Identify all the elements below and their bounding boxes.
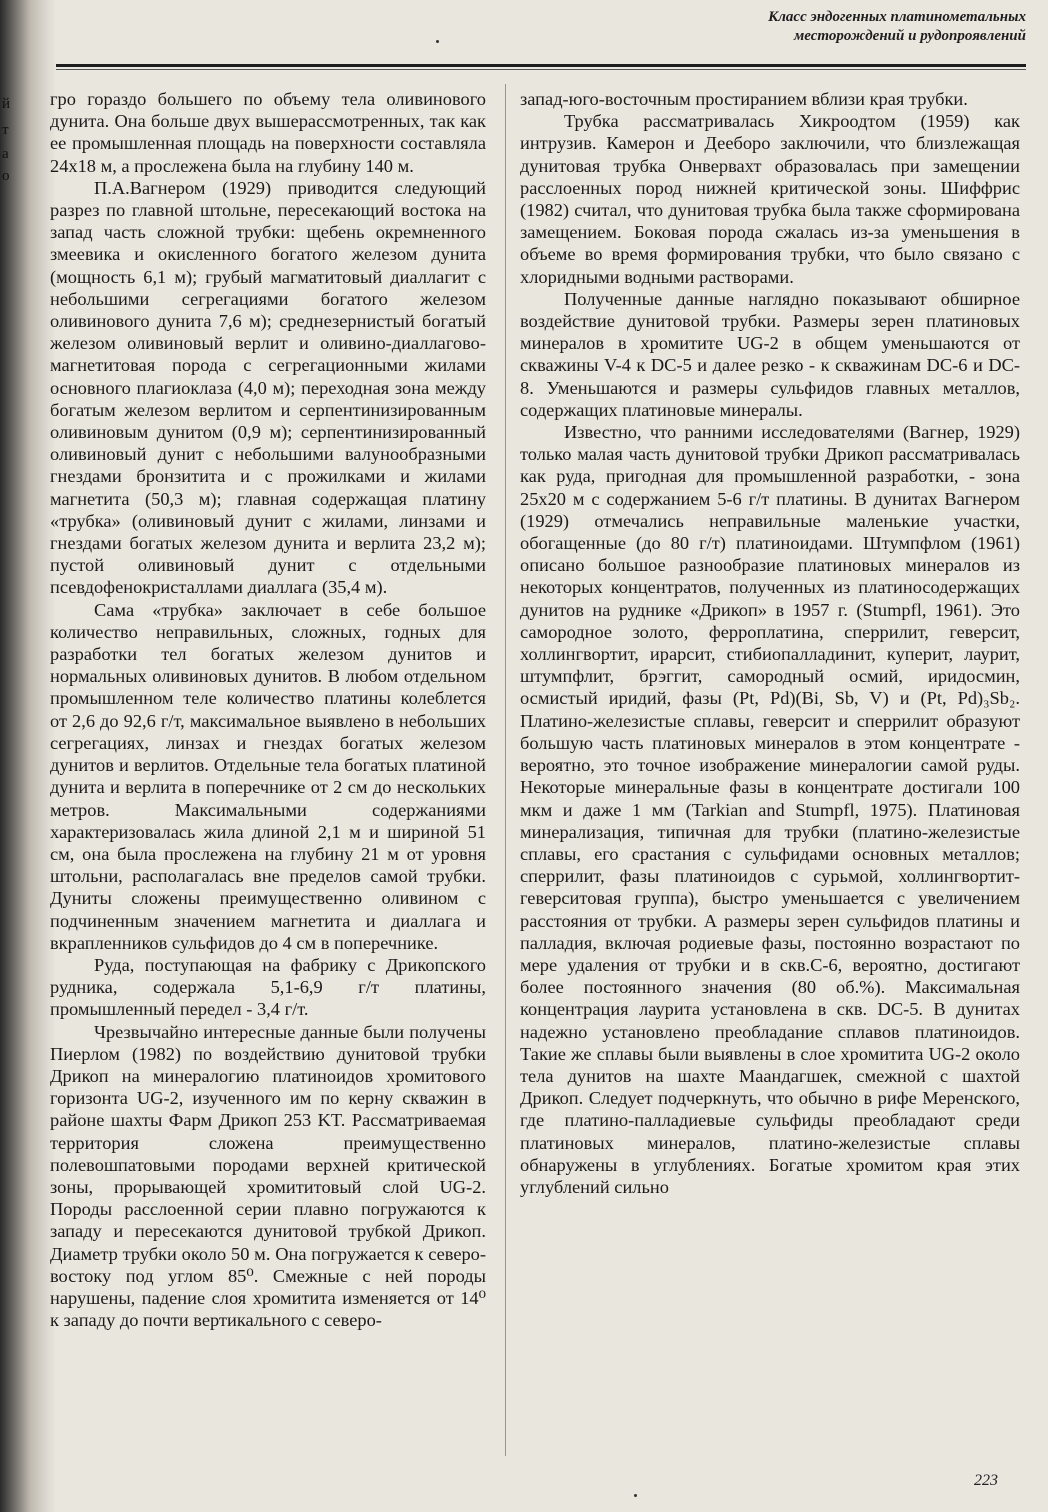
paragraph: Полученные данные наглядно показывают обширное воздействие дунитовой трубки. Размеры зерен платиновых минералов в хромитите UG-2 в общем уменьшаются от скважины V-4 к DC-5 и далее резко - к скважинам DC-6 и DC-8. Уменьшаются и размеры сульфидов главных металлов, содержащих платиновые минералы. [520, 288, 1020, 420]
header-rule [56, 64, 1026, 67]
edge-fragment: й [2, 96, 11, 112]
paragraph: Трубка рассматривалась Хикроодтом (1959) как интрузив. Камерон и Дееборо заключили, что близлежащая дунитовая трубка Онвервахт образовалась при замещении расслоенных пород нижней критической зоны. Шиффрис (1982) считал, что дунитовая трубка была также сформирована замещением. Боковая порода сжалась из-за уменьшения в объеме во время формирования трубки, что было связано с хлоридными водными растворами. [520, 111, 1020, 287]
paragraph: гро гораздо большего по объему тела оливинового дунита. Она больше двух вышерассмотренных, так как ее промышленная площадь на поверхности составляла 24х18 м, а прослежена была на глубину 140 м. [50, 89, 486, 176]
right-column [520, 88, 1020, 1198]
paragraph: Сама «трубка» заключает в себе большое количество неправильных, сложных, годных для разработки тел богатых железом дунитов и нормальных оливиновых дунитов. В любом отдельном промышленном теле количество платины колеблется от 2,6 до 92,6 г/т, максимальное выявлено в небольших сегрегациях, линзах и гнездах богатых железом дунитов и верлитов. Отдельные тела богатых платиной дунита и верлита в поперечнике от 2 см до нескольких метров. Максимальными содержаниями характеризовалась жила длиной 2,1 м и шириной 51 см, она была прослежена на глубину 21 м от уровня штольни, располагалась вне пределов самой трубки. Дуниты сложены преимущественно оливином с подчиненным значением магнетита и диаллага и вкрапленников сульфидов до 4 см в поперечнике. [50, 599, 486, 953]
paragraph: Чрезвычайно интересные данные были получены Пиерлом (1982) по воздействию дунитовой трубки Дрикоп на минералогию платиноидов хромитового горизонта UG-2, изученного им по керну скважин в районе шахты Фарм Дрикоп 253 KT. Рассматриваемая территория сложена преимущественно полевошпатовыми породами верхней критической зоны, прорывающей хромититовый слой UG-2. Породы расслоенной серии плавно погружаются к западу и пересекаются дунитовой трубкой Дрикоп. Диаметр трубки около 50 м. Она погружается к северо-востоку под углом 85⁰. Смежные с ней породы нарушены, падение слоя хромитита изменяется от 14⁰ к западу до почти вертикального с северо- [50, 1021, 486, 1331]
paragraph: П.А.Вагнером (1929) приводится следующий разрез по главной штольне, пересекающий востока на запад часть сложной трубки: щебень окремненного змеевика и окисленного богатого железом дунита (мощность 6,1 м); грубый магматитовый диаллагит с небольшими сегрегациями богатого железом оливинового дунита 7,6 м); среднезернистый богатый железом оливиновый верлит и оливино-диаллагово-магнетитовая порода с сегрегационными жилами основного плагиоклаза (4,0 м); переходная зона между богатым железом верлитом и серпентинизированным оливиновым дунитом (0,9 м); серпентинизированный оливиновый дунит с небольшими валунообразными гнездами бронзитита и с прожилками и жилами магнетита (50,3 м); главная содержащая платину «трубка» (оливиновый дунит с жилами, линзами и гнездами богатых железом дунита и верлита 23,2 м); пустой оливиновый дунит с отдельными псевдофенокристаллами диаллага (35,4 м). [50, 177, 486, 598]
edge-fragment: т [2, 122, 9, 138]
column-divider [505, 84, 506, 1456]
header-line-2: месторождений и рудопроявлений [793, 28, 1026, 44]
scan-speck [634, 1494, 637, 1497]
header-rule-thin [56, 69, 1026, 70]
paragraph: запад-юго-восточным простиранием вблизи края трубки. [520, 89, 968, 109]
running-header [466, 8, 1026, 46]
book-binding-shadow [0, 0, 56, 1512]
page-number: 223 [974, 1472, 998, 1489]
edge-fragment: а [2, 146, 9, 162]
paragraph: Руда, поступающая на фабрику с Дрикопского рудника, содержала 5,1-6,9 г/т платины, промышленный передел - 3,4 г/т. [50, 954, 486, 1020]
header-line-1: Класс эндогенных платинометальных [768, 9, 1026, 25]
scan-speck [436, 40, 439, 43]
left-column [50, 88, 486, 1331]
edge-fragment: о [2, 168, 10, 184]
paragraph: Известно, что ранними исследователями (Вагнер, 1929) только малая часть дунитовой трубки Дрикоп рассматривалась как руда, пригодная для промышленной разработки, - зона 25х20 м с содержанием 5-6 г/т платины. В дунитах Вагнером (1929) отмечались неправильные маленькие участки, обогащенные (до 80 г/т) платиноидами. Штумпфлом (1961) описано большое разнообразие платиновых минералов из некоторых концентратов, полученных из платиносодержащих дунитов на руднике «Дрикоп» в 1957 г. (Stumpfl, 1961). Это самородное золото, ферроплатина, сперрилит, геверсит, холлингвортит, ирарсит, стибиопалладинит, куперит, лаурит, штумпфлит, брэггит, самородный осмий, иридосмин, осмистый иридий, фазы (Pt, Pd)(Bi, Sb, V) и (Pt, Pd)₃Sb₂. Платино-железистые сплавы, геверсит и сперрилит образуют большую часть платиновых минералов в этом концентрате - вероятно, это точное изображение минералогии самой руды. Некоторые минеральные фазы в концентрате достигали 100 мкм и даже 1 мм (Tarkian and Stumpfl, 1975). Платиновая минерализация, типичная для трубки (платино-железистые сплавы, его срастания с сульфидами основных металлов; сперрилит, фазы платиноидов с сурьмой, холлингвортит-геверситовая группа), быстро уменьшается с увеличением расстояния от трубки. А размеры зерен сульфидов платины и палладия, включая родиевые фазы, постоянно возрастают по мере удаления от трубки и в скв.С-6, вероятно, достигают более постоянного значения (80 об.%). Максимальная концентрация лаурита установлена в скв. DC-5. В дунитах надежно установлено преобладание сплавов платиноидов. Такие же сплавы были выявлены в слое хромитита UG-2 около тела дунитов на шахте Маандагшек, смежной с шахтой Дрикоп. Следует подчеркнуть, что обычно в рифе Меренского, где платино-палладиевые сульфиды преобладают среди платиновых минералов, платино-железистые сплавы обнаружены в углублениях. Богатые хромитом края этих углублений сильно [520, 422, 1020, 1197]
